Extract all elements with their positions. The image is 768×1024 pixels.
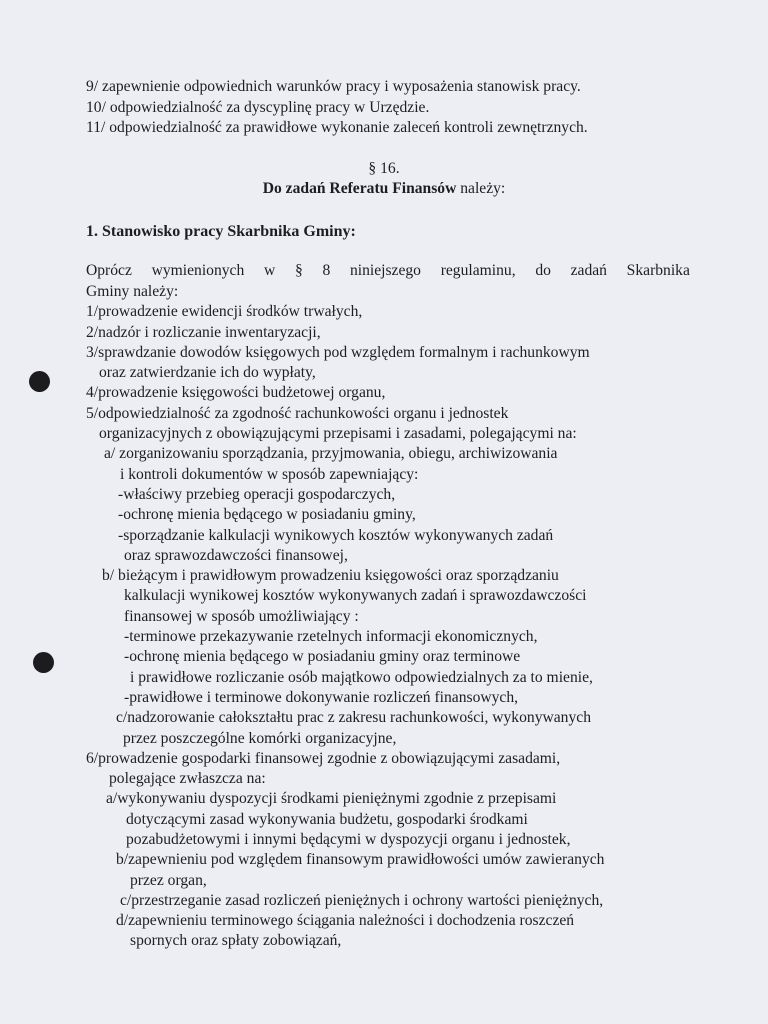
body-line: -prawidłowe i terminowe dokonywanie rozliczeń finansowych, <box>124 689 519 706</box>
word: Skarbnika <box>626 262 690 279</box>
body-line: a/wykonywaniu dyspozycji środkami pieniężnymi zgodnie z przepisami <box>106 790 557 807</box>
list-item-10: 10/ odpowiedzialność za dyscyplinę pracy w Urzędzie. <box>86 99 430 116</box>
body-line: 3/sprawdzanie dowodów księgowych pod względem formalnym i rachunkowym <box>86 344 590 361</box>
body-line: finansowej w sposób umożliwiający : <box>124 608 359 625</box>
body-line: b/zapewnieniu pod względem finansowym prawidłowości umów zawieranych <box>116 851 605 868</box>
body-line: -właściwy przebieg operacji gospodarczych, <box>118 486 396 503</box>
body-line: -ochronę mienia będącego w posiadaniu gminy oraz terminowe <box>124 648 521 665</box>
word: § <box>294 262 303 279</box>
body-line: a/ zorganizowaniu sporządzania, przyjmowania, obiegu, archiwizowania <box>104 445 558 462</box>
body-line: spornych oraz spłaty zobowiązań, <box>130 932 342 949</box>
section-number: § 16. <box>368 160 400 177</box>
intro-line-2: Gminy należy: <box>86 283 179 300</box>
body-line: 5/odpowiedzialność za zgodność rachunkowości organu i jednostek <box>86 405 509 422</box>
word: do <box>535 262 551 279</box>
word: regulaminu, <box>440 262 516 279</box>
body-line: dotyczącymi zasad wykonywania budżetu, gospodarki środkami <box>126 811 528 828</box>
subheading: 1. Stanowisko pracy Skarbnika Gminy: <box>86 223 356 240</box>
body-line: przez poszczególne komórki organizacyjne, <box>123 730 397 747</box>
body-line: pozabudżetowymi i innymi będącymi w dyspozycji organu i jednostek, <box>126 831 571 848</box>
word: niniejszego <box>349 262 421 279</box>
word: 8 <box>322 262 331 279</box>
word: Oprócz <box>86 262 132 279</box>
body-line: -ochronę mienia będącego w posiadaniu gminy, <box>118 506 416 523</box>
body-line: i prawidłowe rozliczanie osób majątkowo odpowiedzialnych za to mienie, <box>130 669 593 686</box>
body-line: polegające zwłaszcza na: <box>109 770 266 787</box>
body-line: przez organ, <box>130 872 207 889</box>
word: w <box>263 262 276 279</box>
body-line: 2/nadzór i rozliczanie inwentaryzacji, <box>86 324 321 341</box>
section-heading-rest: należy: <box>456 180 506 197</box>
body-line: i kontroli dokumentów w sposób zapewniający: <box>120 466 419 483</box>
body-line: 6/prowadzenie gospodarki finansowej zgodnie z obowiązującymi zasadami, <box>86 750 561 767</box>
body-line: 1/prowadzenie ewidencji środków trwałych, <box>86 303 363 320</box>
body-line: kalkulacji wynikowej kosztów wykonywanych zadań i sprawozdawczości <box>124 587 587 604</box>
body-line: d/zapewnieniu terminowego ściągania należności i dochodzenia roszczeń <box>116 912 575 929</box>
body-line: -terminowe przekazywanie rzetelnych informacji ekonomicznych, <box>124 628 538 645</box>
body-line: -sporządzanie kalkulacji wynikowych kosztów wykonywanych zadań <box>118 527 554 544</box>
body-line: c/przestrzeganie zasad rozliczeń pieniężnych i ochrony wartości pieniężnych, <box>120 892 604 909</box>
intro-line-1 <box>86 262 690 280</box>
punch-hole-bottom <box>33 652 54 673</box>
body-line: c/nadzorowanie całokształtu prac z zakresu rachunkowości, wykonywanych <box>116 709 591 726</box>
body-line: oraz zatwierdzanie ich do wypłaty, <box>99 364 316 381</box>
word: wymienionych <box>151 262 245 279</box>
punch-hole-top <box>29 371 50 392</box>
word: zadań <box>570 262 607 279</box>
body-line: 4/prowadzenie księgowości budżetowej organu, <box>86 384 386 401</box>
body-line: oraz sprawozdawczości finansowej, <box>124 547 348 564</box>
list-item-9: 9/ zapewnienie odpowiednich warunków pracy i wyposażenia stanowisk pracy. <box>86 78 581 95</box>
section-heading-bold: Do zadań Referatu Finansów <box>262 180 457 197</box>
list-item-11: 11/ odpowiedzialność za prawidłowe wykonanie zaleceń kontroli zewnętrznych. <box>86 119 588 136</box>
body-line: b/ bieżącym i prawidłowym prowadzeniu księgowości oraz sporządzaniu <box>102 567 559 584</box>
section-heading <box>0 180 768 198</box>
body-line: organizacyjnych z obowiązującymi przepisami i zasadami, polegającymi na: <box>99 425 577 442</box>
